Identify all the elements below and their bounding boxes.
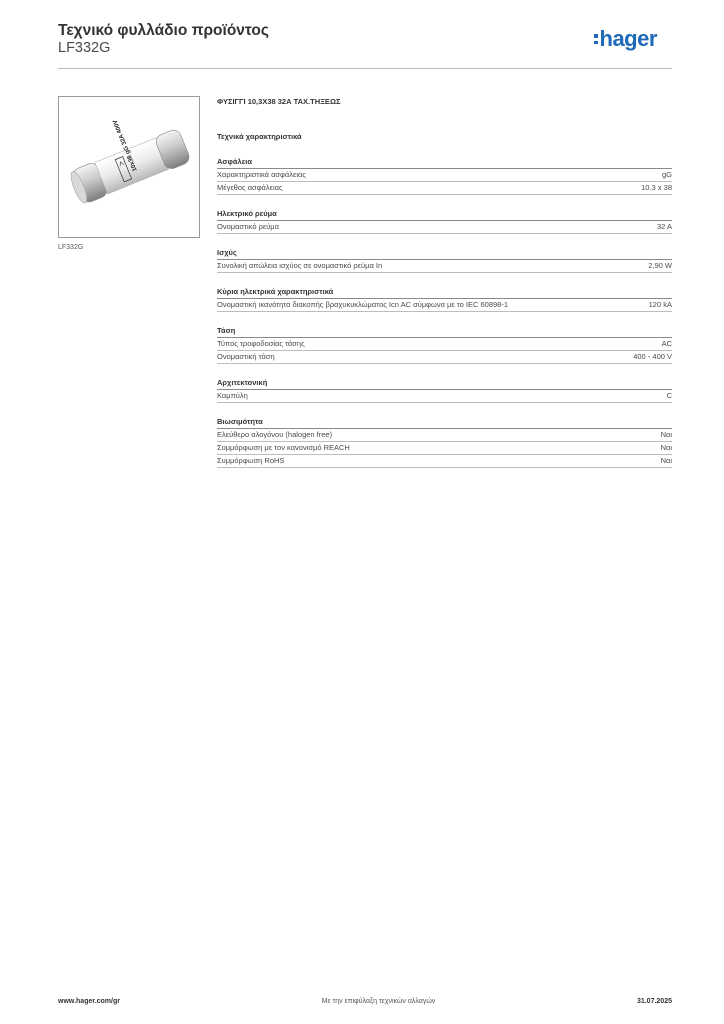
product-name: ΦΥΣΙΓΓΙ 10,3Χ38 32Α ΤΑΧ.ΤΗΞΕΩΣ — [217, 97, 341, 106]
spec-row — [217, 442, 672, 455]
spec-row — [217, 338, 672, 351]
spec-group-title: Τάση — [217, 324, 672, 338]
spec-row — [217, 299, 672, 312]
spec-label: Τύπος τροφοδοσίας τάσης — [217, 339, 305, 348]
spec-group — [217, 285, 672, 312]
spec-group — [217, 415, 672, 468]
spec-row — [217, 390, 672, 403]
spec-label: Συμμόρφωση RoHS — [217, 456, 285, 465]
footer-website-link[interactable]: www.hager.com/gr — [58, 998, 120, 1005]
spec-row — [217, 260, 672, 273]
spec-value: Ναι — [660, 443, 672, 452]
spec-group-title: Βιωσιμότητα — [217, 415, 672, 429]
spec-group-title: Αρχιτεκτονική — [217, 376, 672, 390]
spec-group — [217, 324, 672, 364]
spec-row — [217, 429, 672, 442]
spec-value: 120 kA — [648, 300, 672, 309]
spec-row — [217, 221, 672, 234]
spec-label: Καμπύλη — [217, 391, 248, 400]
section-heading: Τεχνικά χαρακτηριστικά — [217, 132, 302, 141]
spec-group-title: Ισχύς — [217, 246, 672, 260]
spec-label: Συνολική απώλεια ισχύος σε ονομαστικό ρεύμα In — [217, 261, 383, 270]
footer-date: 31.07.2025 — [636, 998, 672, 1005]
logo-dots-icon — [594, 34, 598, 44]
fuse-label-text: 10x38 gG 32A 400V — [112, 118, 139, 172]
spec-value: 2,90 W — [648, 261, 672, 270]
fuse-cartridge-icon — [59, 97, 199, 237]
spec-row — [217, 351, 672, 364]
spec-value: gG — [661, 170, 672, 179]
spec-value: AC — [661, 339, 672, 348]
spec-row — [217, 169, 672, 182]
logo-text: hager — [599, 26, 657, 51]
footer-disclaimer: Με την επιφύλαξη τεχνικών αλλαγών — [321, 998, 436, 1005]
spec-value: Ναι — [660, 430, 672, 439]
header-divider — [58, 68, 672, 69]
spec-value: 10.3 x 38 — [641, 183, 672, 192]
specs-panel — [217, 96, 672, 468]
spec-row — [217, 455, 672, 468]
product-code: LF332G — [58, 40, 111, 56]
image-caption: LF332G — [58, 244, 84, 251]
hager-logo[interactable] — [594, 28, 657, 50]
spec-row — [217, 182, 672, 195]
spec-groups — [217, 155, 672, 468]
product-image — [58, 96, 200, 238]
spec-group-title: Κύρια ηλεκτρικά χαρακτηριστικά — [217, 285, 672, 299]
spec-label: Ονομαστικό ρεύμα — [217, 222, 279, 231]
spec-group-title: Ηλεκτρικό ρεύμα — [217, 207, 672, 221]
spec-label: Ελεύθερο αλογόνου (halogen free) — [217, 430, 333, 439]
spec-value: 32 A — [656, 222, 672, 231]
spec-label: Ονομαστική ικανότητα διακοπής βραχυκυκλώματος Icn AC σύμφωνα με το IEC 60898-1 — [217, 300, 509, 309]
footer — [58, 998, 672, 1005]
spec-group — [217, 155, 672, 195]
spec-value: 400 - 400 V — [633, 352, 672, 361]
spec-label: Συμμόρφωση με τον κανονισμό REACH — [217, 443, 350, 452]
spec-label: Μέγεθος ασφάλειας — [217, 183, 283, 192]
spec-label: Ονομαστική τάση — [217, 352, 275, 361]
spec-value: C — [666, 391, 672, 400]
document-title: Τεχνικό φυλλάδιο προϊόντος — [58, 22, 269, 39]
spec-value: Ναι — [660, 456, 672, 465]
spec-group — [217, 376, 672, 403]
spec-group — [217, 246, 672, 273]
spec-group-title: Ασφάλεια — [217, 155, 672, 169]
spec-label: Χαρακτηριστικά ασφάλειας — [217, 170, 306, 179]
spec-group — [217, 207, 672, 234]
